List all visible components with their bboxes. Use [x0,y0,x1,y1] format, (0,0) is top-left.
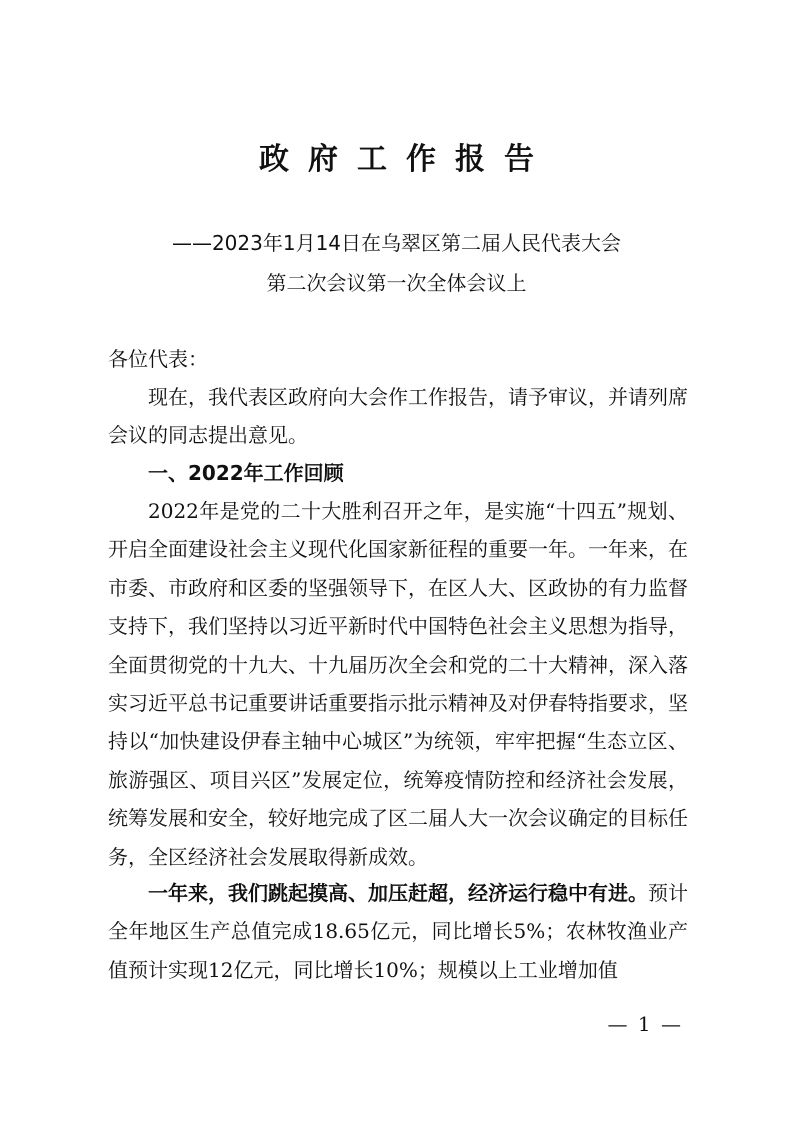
economy-details: 预计全年地区生产总值完成18.65亿元，同比增长5%；农林牧渔业产值预计实现12亿元，同比增长10%；规模以上工业增加值 [108,881,688,982]
report-subtitle-line2: 第二次会议第一次全体会议上 [266,271,527,295]
intro-paragraph: 现在，我代表区政府向大会作工作报告，请予审议，并请列席会议的同志提出意见。 [108,385,688,448]
report-title: 政府工作报告 [259,142,553,177]
section-heading: 一、2022年工作回顾 [148,461,344,485]
economy-paragraph [108,874,688,989]
report-subtitle-line1: ——2023年1月14日在乌翠区第二届人民代表大会 [171,231,622,255]
salutation: 各位代表： [108,347,208,371]
review-paragraph: 2022年是党的二十大胜利召开之年，是实施“十四五”规划、开启全面建设社会主义现代化国家新征程的重要一年。一年来，在市委、市政府和区委的坚强领导下，在区人大、区政协的有力监督支持下，我们坚持以习近平新时代中国特色社会主义思想为指导，全面贯彻党的十九大、十九届历次全会和党的二十大精神，深入落实习近平总书记重要讲话重要指示批示精神及对伊春特指要求，坚持以“加快建设伊春主轴中心城区”为统领，牢牢把握“生态立区、旅游强区、项目兴区”发展定位，统筹疫情防控和经济社会发展，统筹发展和安全，较好地完成了区二届人大一次会议确定的目标任务，全区经济社会发展取得新成效。 [108,499,688,869]
page-number: — 1 — [607,1012,683,1036]
economy-lead-sentence: 一年来，我们跳起摸高、加压赶超，经济运行稳中有进。 [148,881,648,905]
